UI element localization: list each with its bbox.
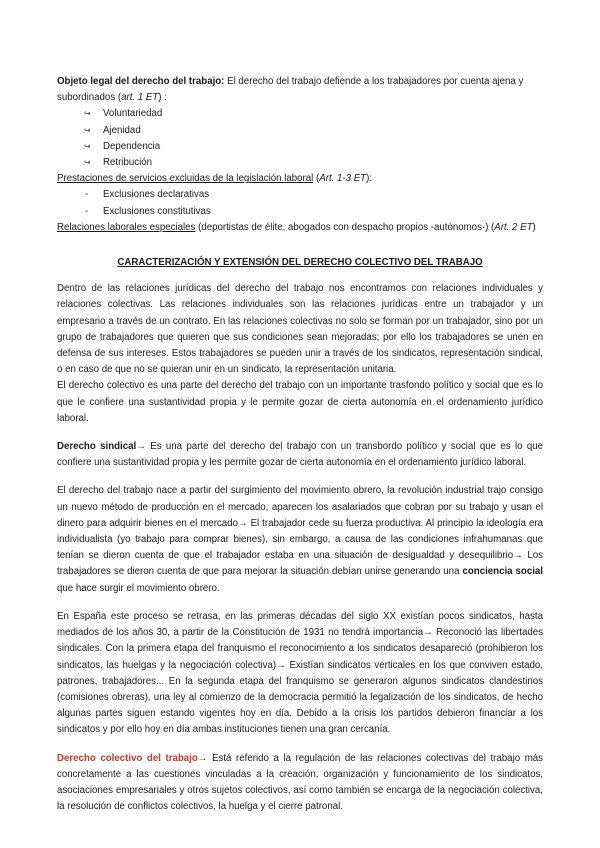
list-item: - Exclusiones declarativas <box>103 187 543 203</box>
dash-bullet: - <box>85 205 89 217</box>
prestaciones-list <box>57 187 543 219</box>
objeto-text: El derecho del trabajo defiende a los trabajadores por cuenta ajena y subordinados ( <box>57 76 524 104</box>
objeto-list <box>57 106 543 171</box>
paragraph-derecho-colectivo: El derecho colectivo es una parte del derecho del trabajo con un importante trasfondo político y social que es lo que le confiere una sustantividad propia y le permite gozar de cierta autonomía en el ordenamiento jurídico laboral. <box>57 380 543 424</box>
arrow-icon: → <box>136 441 146 453</box>
list-item: ↪ Ajenidad <box>103 123 543 139</box>
derecho-colectivo-label: Derecho colectivo del trabajo <box>57 752 198 764</box>
section-heading: CARACTERIZACIÓN Y EXTENSIÓN DEL DERECHO COLECTIVO DEL TRABAJO <box>117 257 483 269</box>
prestaciones-ref: Art. 1-3 ET <box>319 173 367 185</box>
dash-bullet: - <box>85 189 89 201</box>
objeto-label: Objeto legal del derecho del trabajo: <box>57 76 225 87</box>
hook-arrow-icon: ↪ <box>84 141 91 151</box>
relaciones-ref: Art. 2 ET <box>494 221 533 233</box>
derecho-sindical-label: Derecho sindical <box>57 441 137 453</box>
hook-arrow-icon: ↪ <box>84 158 91 168</box>
prestaciones-label: Prestaciones de servicios excluidas de la legislación laboral <box>57 173 314 185</box>
paragraph-movimiento-obrero: El derecho del trabajo nace a partir del surgimiento del movimiento obrero, la revolución industrial trajo consigo un nuevo método de producción en el mercado, aparecen los asalariados que cobran por su trabajo y usan el dinero para adquirir bienes en el mercado→ El trabajador cede su fuerza productiva. Al principio la ideología era individualista (yo trabajo para comprar bienes), sin embargo, a causa de las condiciones infrahumanas que tenían se dieron cuenta de que el trabajador estaba en una situación de desigualdad y desequilibrio→ Los trabajadores se dieron cuenta de que para mejorar la situación debían unirse generando una conciencia social que hace surgir el movimiento obrero. <box>57 485 544 594</box>
hook-arrow-icon: ↪ <box>84 109 91 119</box>
conciencia-social: conciencia social <box>462 566 544 578</box>
prestaciones-paragraph: Prestaciones de servicios excluidas de la legislación laboral (Art. 1-3 ET): <box>57 173 373 185</box>
objeto-paragraph <box>57 74 543 106</box>
list-item: ↪ Voluntariedad <box>103 106 543 122</box>
paragraph-derecho-colectivo-trabajo: Derecho colectivo del trabajo→ Está referido a la regulación de las relaciones colectivas del trabajo más concretamente a las cuestiones vinculadas a la creación, organización y funcionamiento de los sindicatos, asociaciones empresariales y otros sujetos colectivos, así como también se encarga de la negociación colectiva, la resolución de conflictos colectivos, la huelga y el cierre patronal. <box>57 752 543 813</box>
relaciones-label: Relaciones laborales especiales <box>57 221 196 233</box>
arrow-icon: → <box>197 752 208 764</box>
paragraph-derecho-sindical: Derecho sindical→ Es una parte del derecho del trabajo con un transbordo político y social que es lo que confiere una sustantividad propia y les permite gozar de cierta autonomía en el ordenamiento jurídico laboral. <box>57 441 544 469</box>
paragraph-relaciones-juridicas: Dentro de las relaciones jurídicas del derecho del trabajo nos encontramos con relaciones individuales y relaciones colectivas. Las relaciones individuales son las relaciones jurídicas entre un trabajador y un empresario a través de un contrato. En las relaciones colectivas no solo se forman por un trabajador, sino por un grupo de trabajadores que quieren que sus condiciones sean mejoradas; por ello los trabajadores se unen en defensa de sus intereses. Estos trabajadores se pueden unir a través de los sindicatos, representación sindical, o en caso de que no se quieran unir en un sindicato, la representación unitaria. <box>57 283 543 376</box>
objeto-ref: art. 1 ET <box>121 92 159 104</box>
hook-arrow-icon: ↪ <box>84 125 91 135</box>
list-item: ↪ Retribución <box>103 155 543 171</box>
paragraph-espana: En España este proceso se retrasa, en las primeras décadas del siglo XX existían pocos sindicatos, hasta mediados de los años 30, a partir de la Constitución de 1931 no tendrá importancia→ Reconoció las libertades sindicales. Con la primera etapa del franquismo el reconocimiento a los sindicatos desapareció (prohibieron los sindicatos, las huelgas y la negociación colectiva)→ Existían sindicatos verticales en los que conviven estado, patrones, trabajadores... En la segunda etapa del franquismo se generaron algunos sindicatos clandestinos (comisiones obreras), una ley al comienzo de la democracia permitió la legalización de los sindicatos, de hecho algunas partes siguen estando vigentes hoy en día. Debido a la crisis los partidos debieron financiar a los sindicatos y por ello hoy en día ambas instituciones tienen una gran cercanía. <box>57 610 543 736</box>
list-item: ↪ Dependencia <box>103 139 543 155</box>
relaciones-paragraph: Relaciones laborales especiales (deportistas de élite, abogados con despacho propios -autónomos-) (Art. 2 ET) <box>57 221 536 233</box>
objeto-close: ) : <box>158 92 167 104</box>
list-item: - Exclusiones constitutivas <box>103 204 543 220</box>
